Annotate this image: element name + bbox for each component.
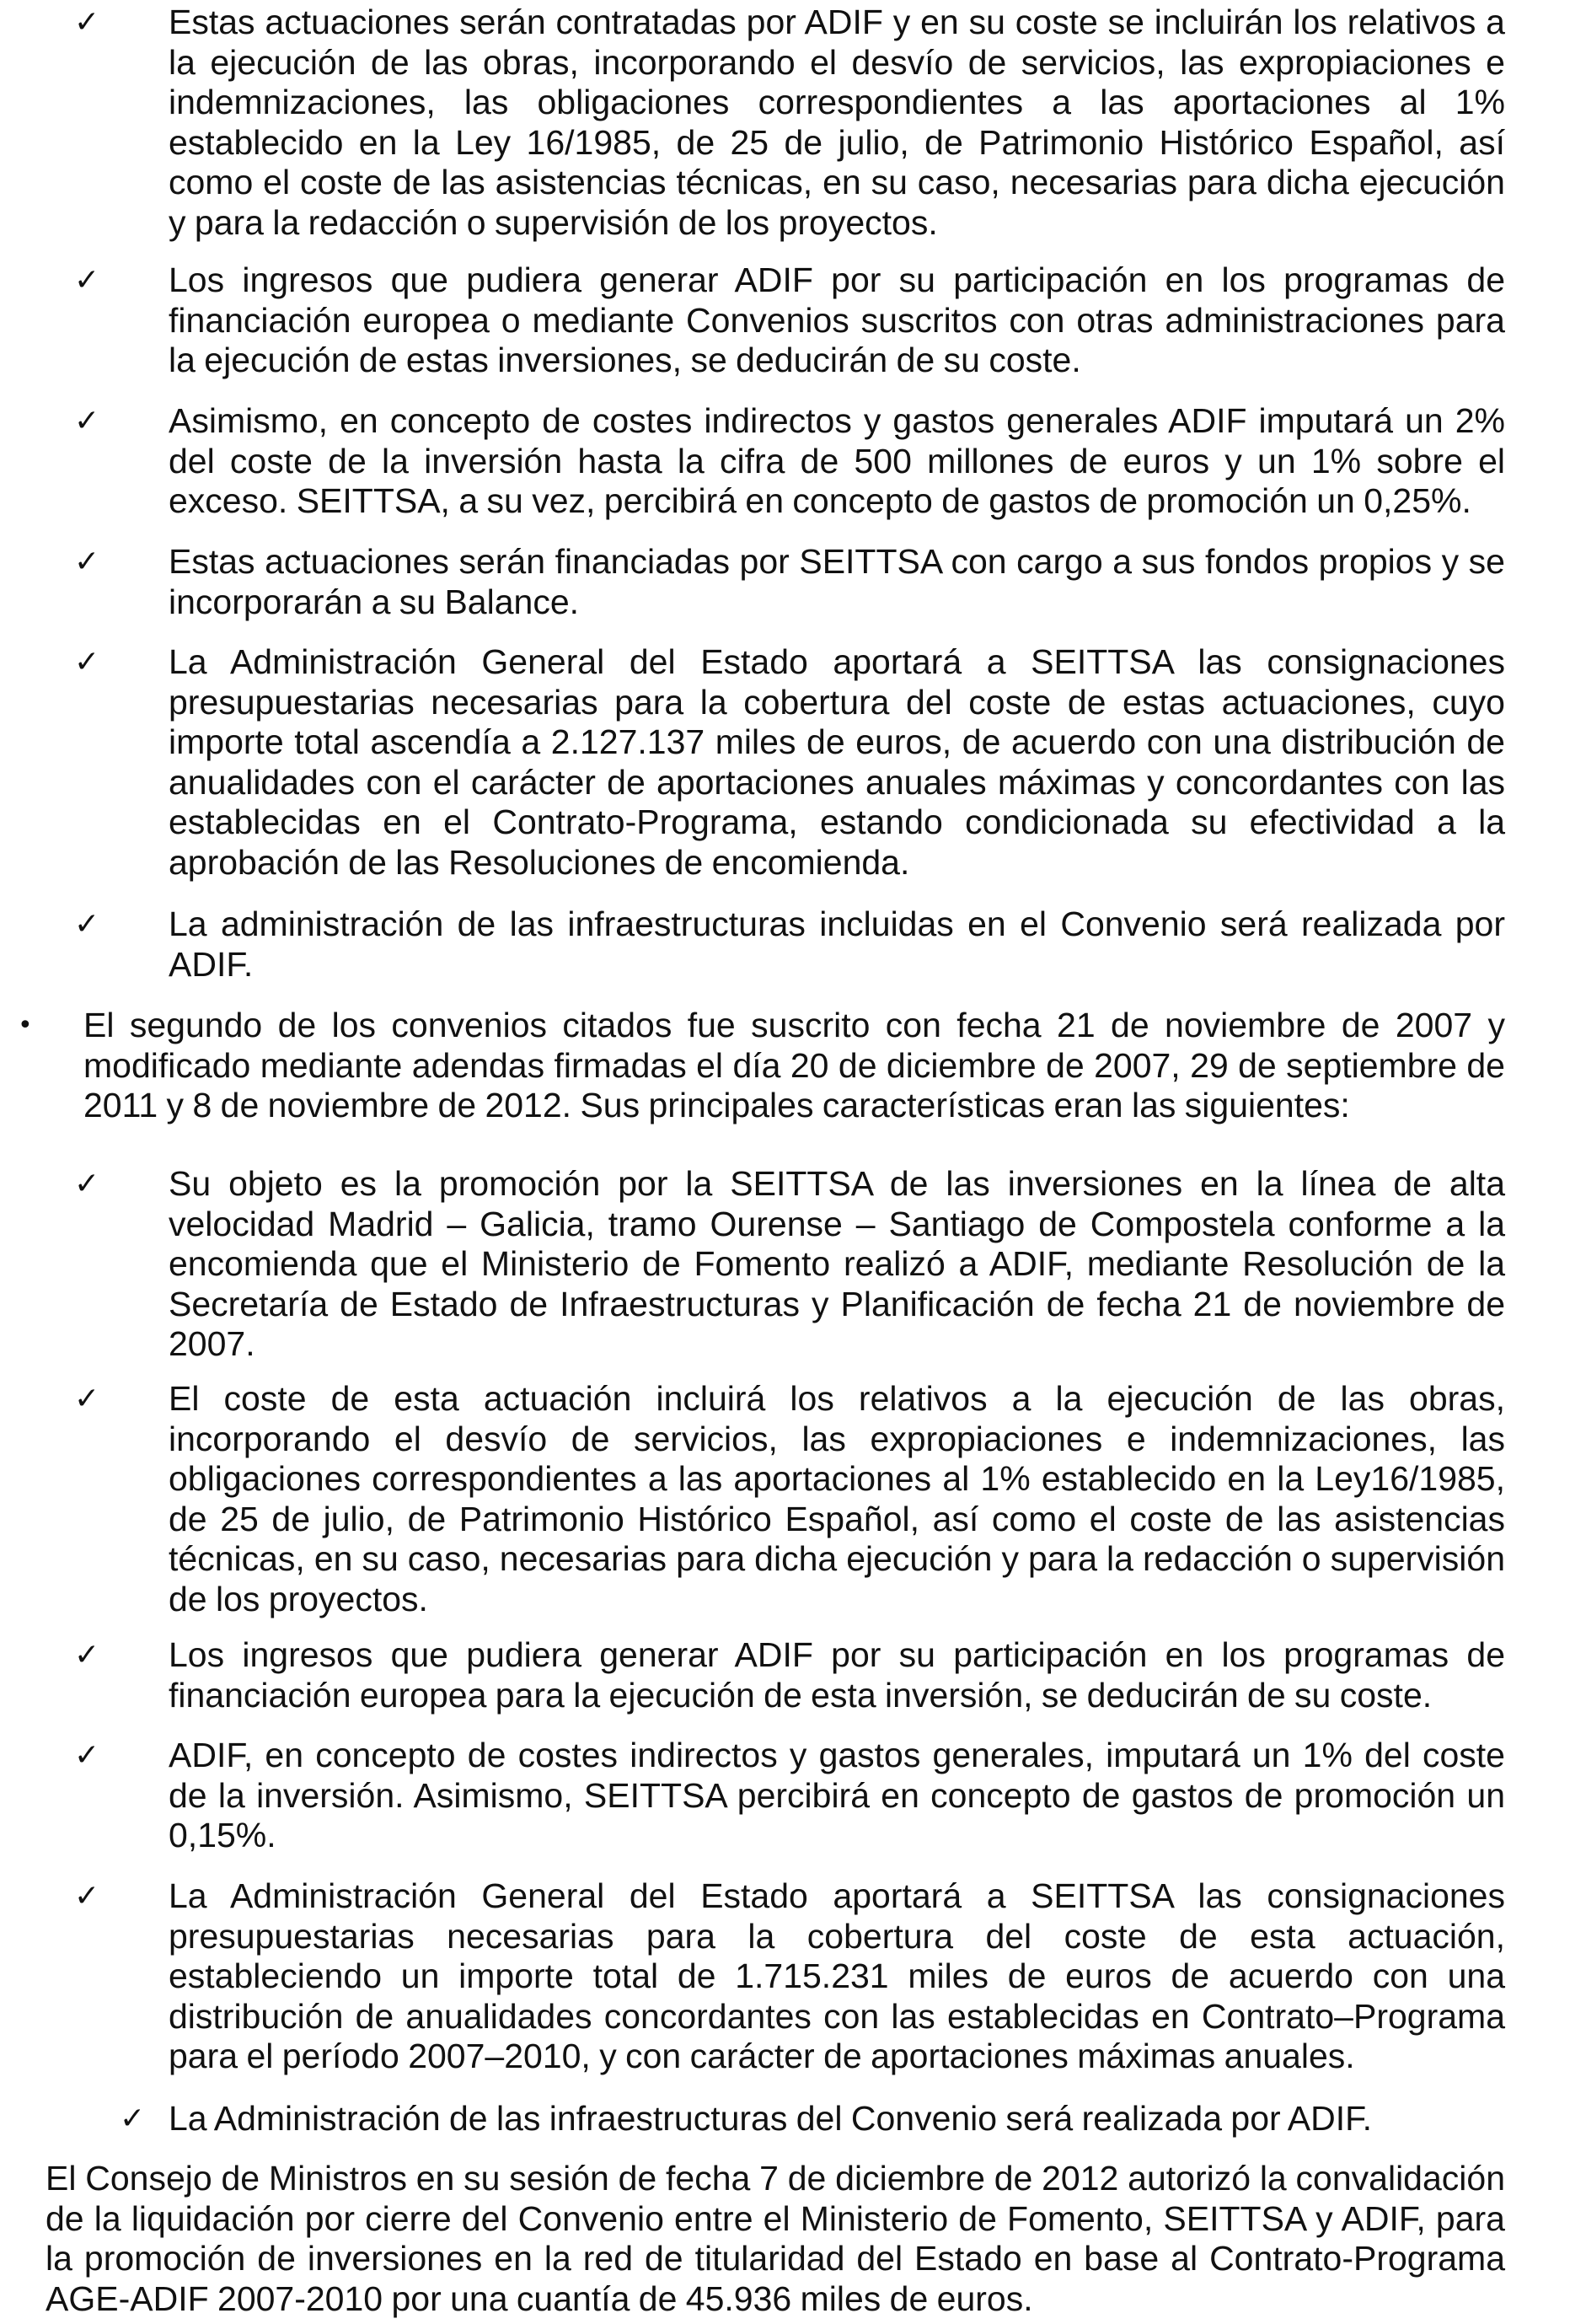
checkmark-icon: ✓ — [74, 263, 100, 298]
checkmark-icon: ✓ — [74, 404, 100, 438]
bullet-icon: • — [18, 1011, 33, 1040]
check-item — [74, 1635, 1505, 1715]
check-item — [74, 542, 1505, 622]
check-item — [74, 642, 1505, 883]
check-item — [74, 1736, 1505, 1856]
paragraph-text: El Consejo de Ministros en su sesión de fecha 7 de diciembre de 2012 autorizó la convalidación de la liquidación por cierre del Convenio entre el Ministerio de Fomento, SEITTSA y ADIF, para la promoción de inversiones en la red de titularidad del Estado en base al Contrato-Programa AGE-ADIF 2007-2010 por una cuantía de 45.936 miles de euros. — [46, 2159, 1505, 2318]
item-text: El segundo de los convenios citados fue suscrito con fecha 21 de noviembre de 2007 y modificado mediante adendas firmadas el día 20 de diciembre de 2007, 29 de septiembre de 2011 y 8 de noviembre de 2012. Sus principales características eran las siguientes: — [83, 1006, 1505, 1125]
item-text: Asimismo, en concepto de costes indirectos y gastos generales ADIF imputará un 2% del coste de la inversión hasta la cifra de 500 millones de euros y un 1% sobre el exceso. SEITTSA, a su vez, percibirá en concepto de gastos de promoción un 0,25%. — [169, 401, 1505, 521]
item-text: Los ingresos que pudiera generar ADIF por su participación en los programas de financiación europea o mediante Convenios suscritos con otras administraciones para la ejecución de estas inversiones, se deducirán de su coste. — [169, 260, 1505, 380]
checkmark-icon: ✓ — [74, 5, 100, 40]
check-item — [74, 401, 1505, 522]
check-item — [120, 2099, 1505, 2139]
item-text: La administración de las infraestructuras incluidas en el Convenio será realizada por ADIF. — [169, 904, 1505, 984]
item-text: La Administración General del Estado aportará a SEITTSA las consignaciones presupuestarias necesarias para la cobertura del coste de esta actuación, estableciendo un importe total de 1.715.231 miles de euros de acuerdo con una distribución de anualidades concordantes con las establecidas en Contrato–Programa para el período 2007–2010, y con carácter de aportaciones máximas anuales. — [169, 1876, 1505, 2076]
check-item — [74, 1164, 1505, 1365]
check-item — [74, 904, 1505, 985]
item-text: ADIF, en concepto de costes indirectos y gastos generales, imputará un 1% del coste de la inversión. Asimismo, SEITTSA percibirá en concepto de gastos de promoción un 0,15%. — [169, 1736, 1505, 1855]
checkmark-icon: ✓ — [74, 1738, 100, 1773]
item-text: Estas actuaciones serán contratadas por ADIF y en su coste se incluirán los relativos a la ejecución de las obras, incorporando el desvío de servicios, las expropiaciones e indemnizaciones, las obligaciones correspondientes a las aportaciones al 1% establecido en la Ley 16/1985, de 25 de julio, de Patrimonio Histórico Español, así como el coste de las asistencias técnicas, en su caso, necesarias para dicha ejecución y para la redacción o supervisión de los proyectos. — [169, 3, 1505, 242]
bullet-item — [18, 1006, 1505, 1126]
checkmark-icon: ✓ — [74, 1167, 100, 1201]
check-item — [74, 1876, 1505, 2077]
checkmark-icon: ✓ — [74, 907, 100, 942]
check-item — [74, 3, 1505, 244]
checkmark-icon: ✓ — [74, 645, 100, 679]
item-text: Su objeto es la promoción por la SEITTSA de las inversiones en la línea de alta velocidad Madrid – Galicia, tramo Ourense – Santiago de Compostela conforme a la encomienda que el Ministerio de Fomento realizó a ADIF, mediante Resolución de la Secretaría de Estado de Infraestructuras y Planificación de fecha 21 de noviembre de 2007. — [169, 1164, 1505, 1364]
item-text: Estas actuaciones serán financiadas por SEITTSA con cargo a sus fondos propios y se incorporarán a su Balance. — [169, 542, 1505, 621]
checkmark-icon: ✓ — [74, 1382, 100, 1416]
closing-paragraph — [46, 2159, 1505, 2319]
item-text: El coste de esta actuación incluirá los relativos a la ejecución de las obras, incorporando el desvío de servicios, las expropiaciones e indemnizaciones, las obligaciones correspondientes a las aportaciones al 1% establecido en la Ley16/1985, de 25 de julio, de Patrimonio Histórico Español, así como el coste de las asistencias técnicas, en su caso, necesarias para dicha ejecución y para la redacción o supervisión de los proyectos. — [169, 1379, 1505, 1618]
checkmark-icon: ✓ — [74, 1638, 100, 1672]
item-text: Los ingresos que pudiera generar ADIF por su participación en los programas de financiación europea para la ejecución de esta inversión, se deducirán de su coste. — [169, 1635, 1505, 1715]
check-item — [74, 1379, 1505, 1620]
item-text: La Administración de las infraestructuras del Convenio será realizada por ADIF. — [169, 2099, 1373, 2138]
checkmark-icon: ✓ — [120, 2101, 146, 2136]
checkmark-icon: ✓ — [74, 545, 100, 579]
check-item — [74, 260, 1505, 381]
item-text: La Administración General del Estado aportará a SEITTSA las consignaciones presupuestarias necesarias para la cobertura del coste de estas actuaciones, cuyo importe total ascendía a 2.127.137 miles de euros, de acuerdo con una distribución de anualidades con el carácter de aportaciones anuales máximas y concordantes con las establecidas en el Contrato-Programa, estando condicionada su efectividad a la aprobación de las Resoluciones de encomienda. — [169, 642, 1505, 882]
checkmark-icon: ✓ — [74, 1879, 100, 1913]
